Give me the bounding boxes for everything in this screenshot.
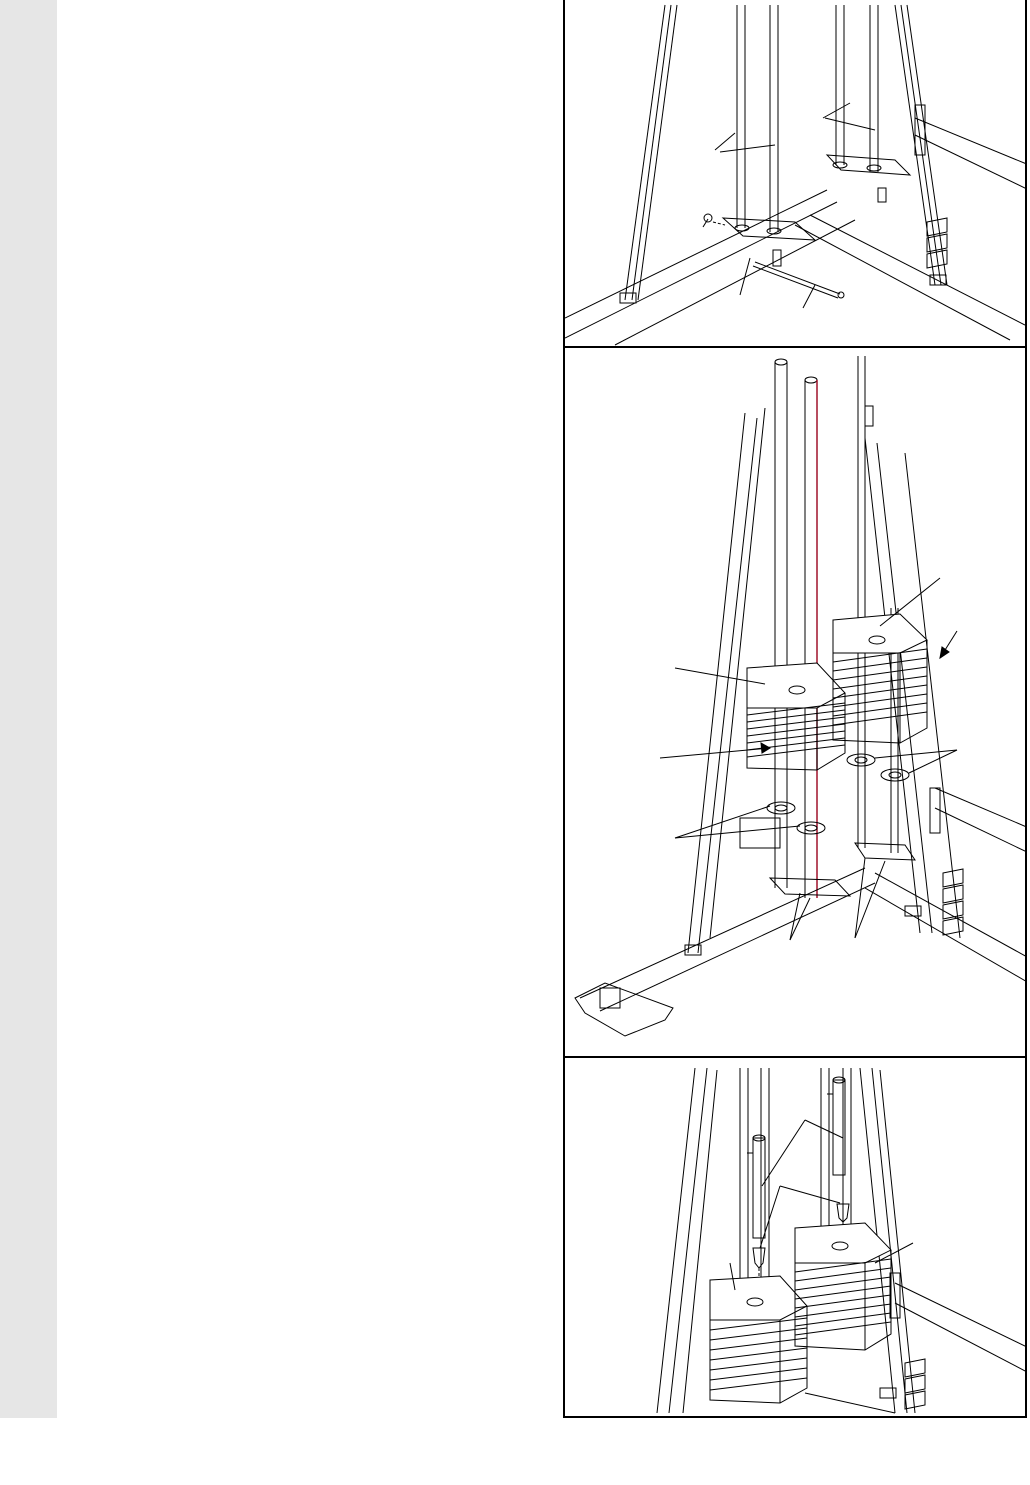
side-brackets: [905, 1359, 925, 1409]
left-frame-posts: [657, 1068, 717, 1413]
base-frame: [805, 1273, 1027, 1413]
page-margin-bar: [0, 0, 57, 1418]
guide-rods: [737, 5, 878, 232]
right-guide-rods: [858, 356, 898, 853]
bolt-and-pin: [704, 188, 886, 298]
washers: [767, 754, 909, 834]
left-guide-rods: [775, 359, 817, 898]
right-frame-posts: [865, 438, 960, 938]
figure-3-drawing: [565, 1058, 1027, 1418]
selector-stems: [747, 1077, 845, 1238]
left-weight-stack: [747, 663, 845, 770]
figure-1-drawing: [565, 0, 1027, 348]
left-frame-post: [625, 5, 677, 300]
right-weight-stack: [833, 614, 927, 743]
figure-1-panel: [563, 0, 1027, 348]
base-frame: [575, 788, 1027, 1036]
right-weight-stack: [795, 1223, 891, 1350]
figure-2-panel: [563, 346, 1027, 1058]
figure-3-panel: [563, 1056, 1027, 1418]
right-frame-post: [895, 5, 947, 285]
figure-2-drawing: [565, 348, 1027, 1058]
callout-leaders: [703, 103, 875, 308]
base-frame-tubes: [565, 105, 1027, 345]
left-weight-stack: [710, 1276, 807, 1403]
